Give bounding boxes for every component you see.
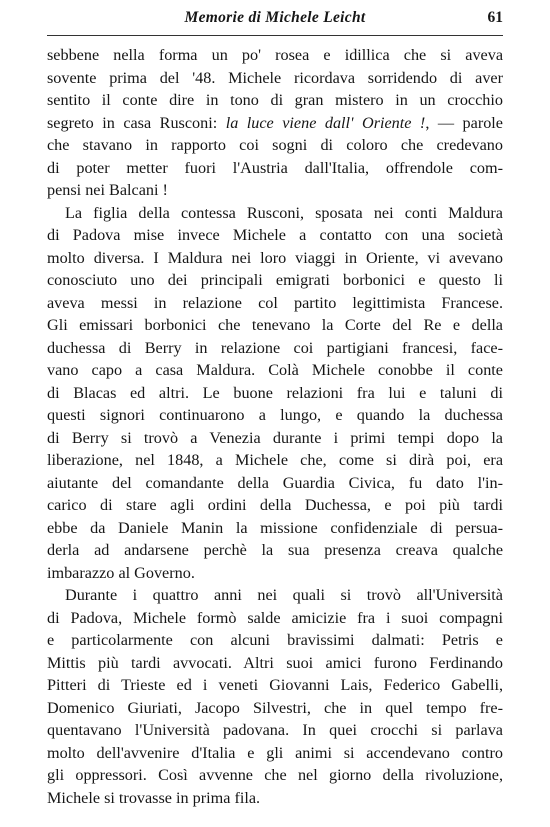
body-text: [47, 44, 503, 809]
text-line: ebbe da Daniele Manin la missione confidenziale di persua-: [47, 518, 503, 537]
text-line: quentavano l'Università padovana. In quei crocchi si parlava: [47, 721, 503, 739]
paragraph-2: [47, 202, 503, 585]
text-line: che stavano in rapporto coi sogni di coloro che credevano: [47, 136, 503, 154]
text-line: aveva messi in relazione col partito legittimista Francese.: [47, 293, 503, 312]
text-line: Michele si trovasse in prima fila.: [47, 788, 261, 807]
text-line: conosciuto uno dei principali emigrati borbonici e questo li: [47, 271, 503, 289]
text-line: [47, 112, 503, 135]
text-line: carico di stare agli ordini della Duchessa, e poi più tardi: [47, 496, 503, 514]
text-line: Pitteri di Trieste ed i veneti Giovanni Lais, Federico Gabelli,: [47, 676, 503, 694]
text-line: duchessa di Berry in relazione coi partigiani francesi, face-: [47, 338, 503, 357]
text-segment: segreto in casa Rusconi:: [47, 113, 226, 132]
text-line: molto dell'avvenire d'Italia e gli animi si accendevano contro: [47, 743, 503, 762]
text-line: vano capo a casa Maldura. Colà Michele conobbe il conte: [47, 361, 503, 379]
text-line: derla ad andarsene perchè la sua presenza creava qualche: [47, 541, 503, 559]
text-line: molto diversa. I Maldura nei loro viaggi in Oriente, vi avevano: [47, 248, 503, 267]
text-line: di Berry si trovò a Venezia durante i primi tempi dopo la: [47, 428, 503, 447]
text-line: sovente prima del '48. Michele ricordava sorridendo di aver: [47, 68, 503, 87]
text-line: Durante i quattro anni nei quali si trovò all'Università: [65, 586, 503, 604]
italic-quote: la luce viene dall' Oriente !: [225, 113, 426, 132]
text-line: sebbene nella forma un po' rosea e idillica che si aveva: [47, 46, 503, 64]
text-line: La figlia della contessa Rusconi, sposata nei conti Maldura: [65, 203, 503, 222]
text-segment: , — parole: [425, 113, 503, 132]
text-line: di Padova, Michele formò salde amicizie fra i suoi compagni: [47, 608, 503, 627]
text-line: di Blacas ed altri. Le buone relazioni fra lui e taluni di: [47, 383, 503, 402]
text-line: liberazione, nel 1848, a Michele che, come si dirà poi, era: [47, 451, 503, 469]
paragraph-1: [47, 44, 503, 202]
text-line: Gli emissari borbonici che tenevano la Corte del Re e della: [47, 316, 503, 334]
text-line: di poter metter fuori l'Austria dall'Italia, offrendole com-: [47, 158, 503, 177]
text-line: gli oppressori. Così avvenne che nel giorno della rivoluzione,: [47, 766, 503, 784]
text-line: Domenico Giuriati, Jacopo Silvestri, che in quel tempo fre-: [47, 698, 503, 717]
paragraph-3: [47, 584, 503, 809]
text-line: e particolarmente con alcuni bravissimi dalmati: Petris e: [47, 631, 503, 649]
text-line: Mittis più tardi avvocati. Altri suoi amici furono Ferdinando: [47, 653, 503, 672]
text-line: questi signori continuarono a lungo, e quando la duchessa: [47, 406, 503, 424]
text-line: imbarazzo al Governo.: [47, 563, 195, 582]
text-line: di Padova mise invece Michele a contatto con una società: [47, 226, 503, 244]
text-line: sentito il conte dire in tono di gran mistero in un crocchio: [47, 91, 503, 109]
page-number: 61: [487, 9, 503, 26]
text-line: pensi nei Balcani !: [47, 181, 168, 199]
text-line: aiutante del comandante della Guardia Civica, fu dato l'in-: [47, 473, 503, 492]
running-title: Memorie di Michele Leicht: [184, 9, 366, 26]
running-header: [47, 7, 503, 35]
header-rule: [47, 35, 503, 36]
